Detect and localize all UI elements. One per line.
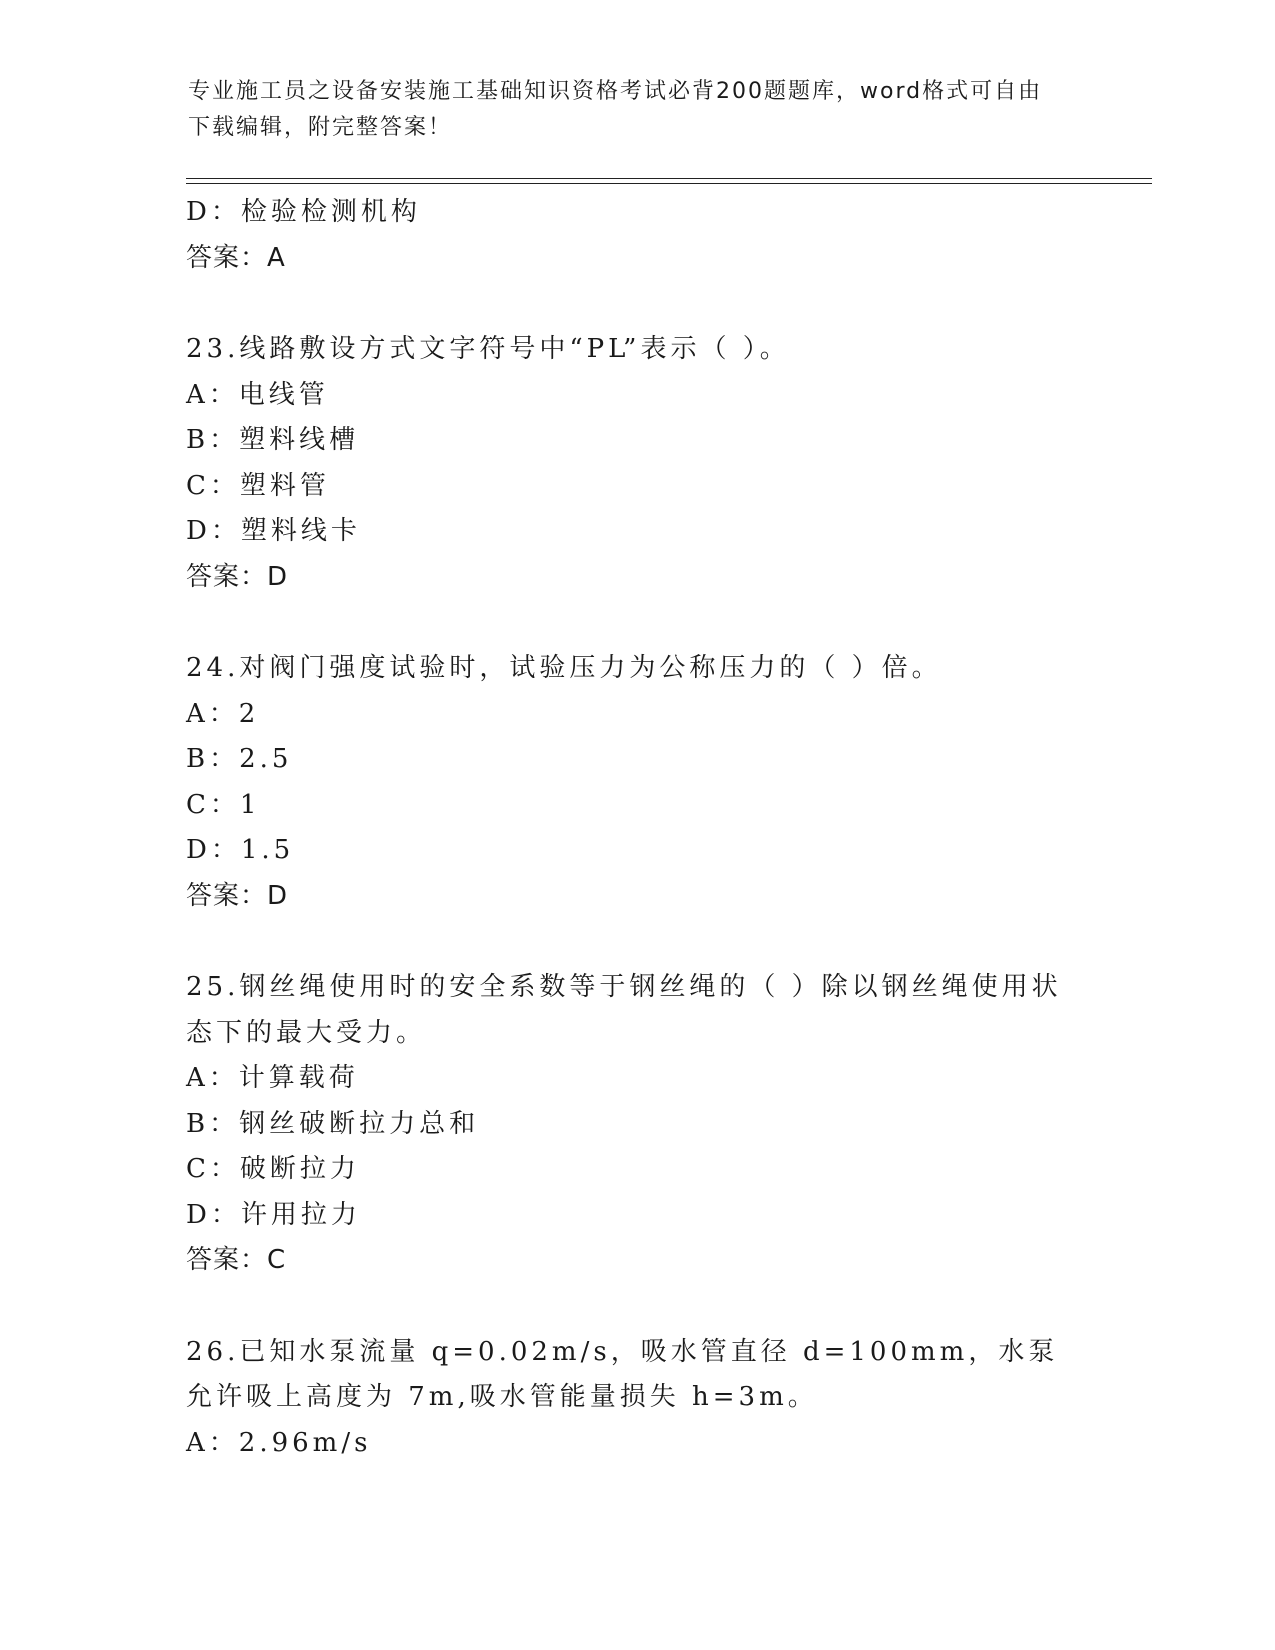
spacer <box>186 919 1086 965</box>
option-c: C：破断拉力 <box>186 1154 360 1184</box>
option-a: A：计算载荷 <box>186 1063 359 1093</box>
question-stem: 24.对阀门强度试验时，试验压力为公称压力的（ ）倍。 <box>186 653 942 683</box>
spacer <box>186 281 1086 327</box>
option-d: D：塑料线卡 <box>186 516 361 546</box>
option-a: A：电线管 <box>186 379 329 410</box>
question-stem: 26.已知水泵流量 q=0.02m/s，吸水管直径 d=100mm，水泵允许吸上高度为 7m,吸水管能量损失 h=3m。 <box>186 1336 1059 1412</box>
document-header <box>188 74 1068 146</box>
header-title-line-1: 专业施工员之设备安装施工基础知识资格考试必背200题题库，word格式可自由 <box>188 79 1043 104</box>
option-a: A：2 <box>186 698 260 729</box>
question-block <box>186 646 1086 919</box>
option-d: D：许用拉力 <box>186 1199 361 1230</box>
answer-line: 答案：D <box>186 561 289 592</box>
answer-line: 答案：D <box>186 880 289 911</box>
option-b: B：塑料线槽 <box>186 425 360 455</box>
option-c: C：塑料管 <box>186 470 330 501</box>
question-block <box>186 1330 1086 1467</box>
header-divider-bottom <box>186 183 1152 184</box>
header-title-line-2: 下载编辑，附完整答案！ <box>188 115 453 140</box>
option-d: D：1.5 <box>186 835 295 865</box>
question-list <box>186 190 1086 1466</box>
spacer <box>186 1284 1086 1330</box>
question-stem: 23.线路敷设方式文字符号中“PL”表示（ ）。 <box>186 334 790 364</box>
answer-line: 答案：A <box>186 242 286 273</box>
option-b: B：钢丝破断拉力总和 <box>186 1108 480 1139</box>
question-block <box>186 327 1086 600</box>
question-block <box>186 965 1086 1284</box>
question-stem: 25.钢丝绳使用时的安全系数等于钢丝绳的（ ）除以钢丝绳使用状态下的最大受力。 <box>186 972 1062 1048</box>
option-c: C：1 <box>186 789 261 820</box>
option-d: D：检验检测机构 <box>186 197 421 227</box>
spacer <box>186 600 1086 646</box>
answer-line: 答案：C <box>186 1245 287 1275</box>
option-b: B：2.5 <box>186 744 293 774</box>
option-a: A：2.96m/s <box>186 1427 372 1458</box>
header-divider-top <box>186 178 1152 179</box>
